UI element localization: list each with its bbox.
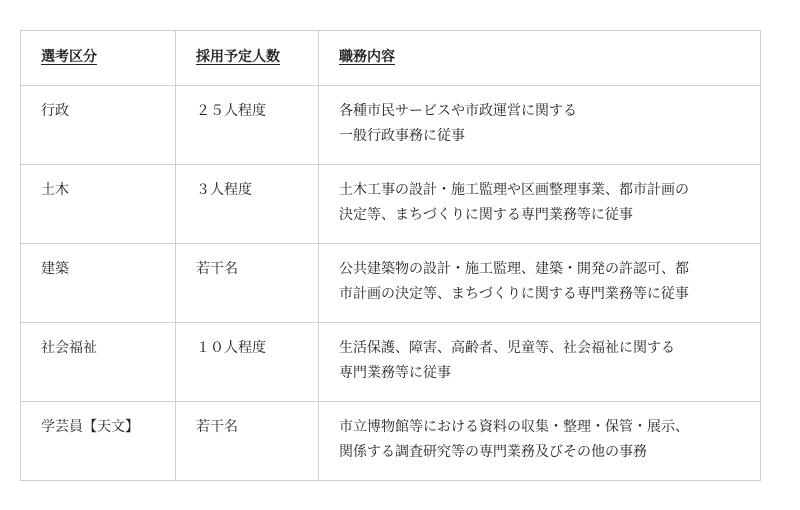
duties-cell bbox=[319, 165, 760, 243]
recruitment-table bbox=[20, 30, 761, 481]
header-duties: 職務内容 bbox=[339, 49, 395, 65]
category-cell: 学芸員【天文】 bbox=[21, 402, 176, 480]
table-header-row bbox=[21, 31, 760, 85]
header-count: 採用予定人数 bbox=[176, 31, 319, 85]
duties-cell bbox=[319, 323, 760, 401]
table-row bbox=[21, 243, 760, 322]
duties-line: 一般行政事務に従事 bbox=[339, 128, 465, 144]
duties-line: 市計画の決定等、まちづくりに関する専門業務等に従事 bbox=[339, 286, 689, 302]
duties-line: 関係する調査研究等の専門業務及びその他の事務 bbox=[339, 444, 647, 460]
table-row bbox=[21, 322, 760, 401]
category-cell: 社会福祉 bbox=[21, 323, 176, 401]
count-cell: 若干名 bbox=[176, 402, 319, 480]
table-row bbox=[21, 401, 760, 480]
duties-cell bbox=[319, 402, 760, 480]
table-row bbox=[21, 85, 760, 164]
duties-line: 各種市民サービスや市政運営に関する bbox=[339, 103, 577, 119]
duties-line: 決定等、まちづくりに関する専門業務等に従事 bbox=[339, 207, 633, 223]
duties-line: 公共建築物の設計・施工監理、建築・開発の許認可、都 bbox=[339, 261, 689, 277]
duties-line: 専門業務等に従事 bbox=[339, 365, 451, 381]
duties-line: 市立博物館等における資料の収集・整理・保管・展示、 bbox=[339, 419, 689, 435]
category-cell: 土木 bbox=[21, 165, 176, 243]
table-row bbox=[21, 164, 760, 243]
count-cell: ３人程度 bbox=[176, 165, 319, 243]
duties-line: 土木工事の設計・施工監理や区画整理事業、都市計画の bbox=[339, 182, 689, 198]
count-cell: 若干名 bbox=[176, 244, 319, 322]
count-cell: ２５人程度 bbox=[176, 86, 319, 164]
category-cell: 建築 bbox=[21, 244, 176, 322]
category-cell: 行政 bbox=[21, 86, 176, 164]
count-cell: １０人程度 bbox=[176, 323, 319, 401]
duties-line: 生活保護、障害、高齢者、児童等、社会福祉に関する bbox=[339, 340, 675, 356]
duties-cell bbox=[319, 244, 760, 322]
header-category: 選考区分 bbox=[21, 31, 176, 85]
duties-cell bbox=[319, 86, 760, 164]
